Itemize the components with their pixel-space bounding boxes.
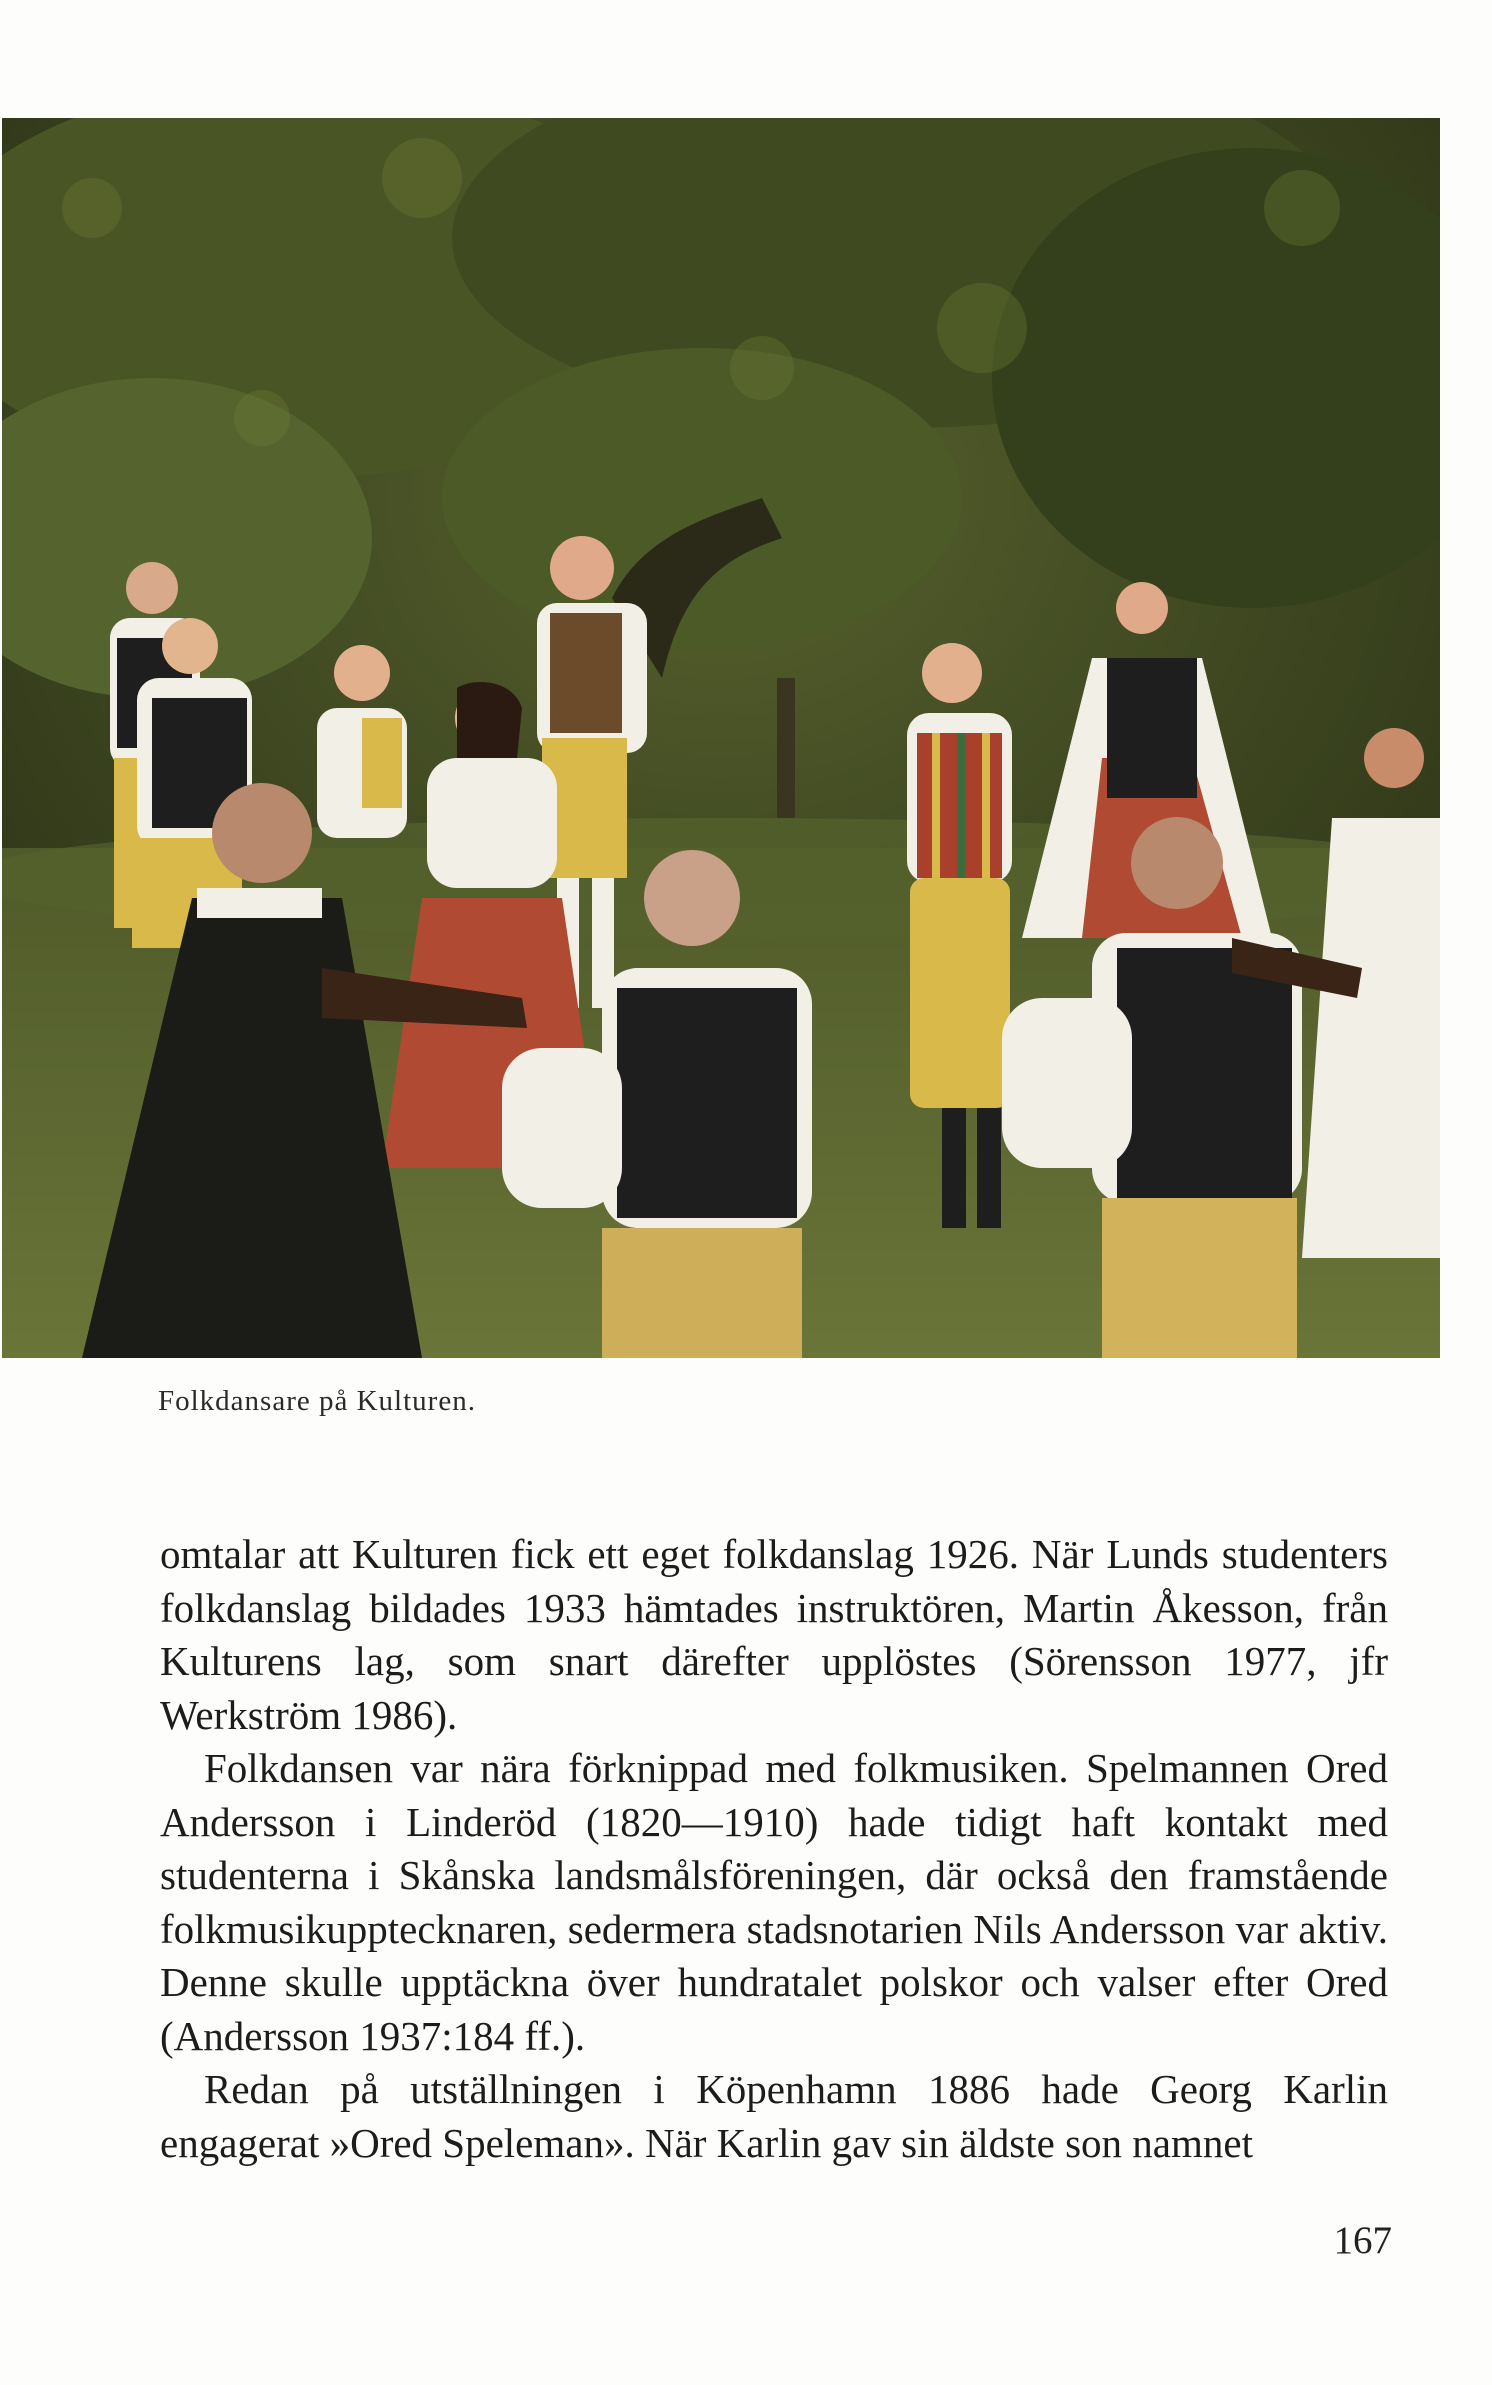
photo-caption: Folkdansare på Kulturen. [158, 1385, 476, 1417]
page-number: 167 [1333, 2219, 1392, 2262]
paragraph: Redan på utställningen i Köpenhamn 1886 hade Georg Karlin engagerat »Ored Speleman». När Karlin gav sin äldste son namnet [160, 2066, 1388, 2166]
photo-illustration [2, 118, 1440, 1358]
folk-dance-photo [2, 118, 1440, 1358]
paragraph: omtalar att Kulturen fick ett eget folkdanslag 1926. När Lunds studenters folkdanslag bildades 1933 hämtades instruktören, Martin Åkesson, från Kulturens lag, som snart därefter upplöstes (Sörensson 1977, jfr Werkström 1986). [160, 1531, 1388, 1738]
body-text [160, 1528, 1388, 2170]
paragraph: Folkdansen var nära förknippad med folkmusiken. Spelmannen Ored Andersson i Linderöd (1820—1910) hade tidigt haft kontakt med studenterna i Skånska landsmålsföreningen, där också den framstående folkmusikupptecknaren, sedermera stadsnotarien Nils Andersson var aktiv. Denne skulle upptäckna över hundratalet polskor och valser efter Ored (Andersson 1937:184 ff.). [160, 1745, 1388, 2059]
